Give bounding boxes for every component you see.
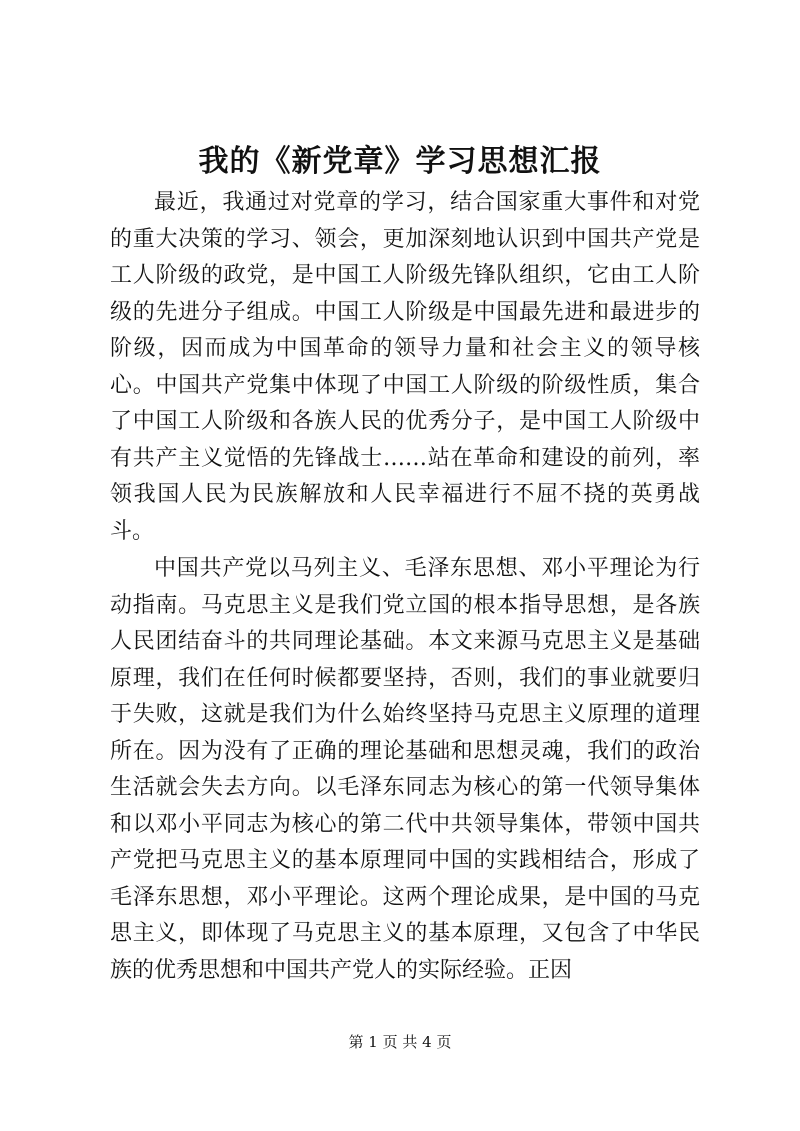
page-footer: 第 1 页 共 4 页 [348,1033,452,1051]
paragraph-1: 最近，我通过对党章的学习，结合国家重大事件和对党的重大决策的学习、领会，更加深刻地认识到中国共产党是工人阶级的政党，是中国工人阶级先锋队组织，它由工人阶级的先进分子组成。中国工人阶级是中国最先进和最进步的阶级，因而成为中国革命的领导力量和社会主义的领导核心。中国共产党集中体现了中国工人阶级的阶级性质，集合了中国工人阶级和各族人民的优秀分子，是中国工人阶级中有共产主义觉悟的先锋战士……站在革命和建设的前列，率领我国人民为民族解放和人民幸福进行不屈不挠的英勇战斗。 [110,190,700,544]
document-title: 我的《新党章》学习思想汇报 [198,144,602,179]
paragraph-2: 中国共产党以马列主义、毛泽东思想、邓小平理论为行动指南。马克思主义是我们党立国的根本指导思想，是各族人民团结奋斗的共同理论基础。本文来源马克思主义是基础原理，我们在任何时候都要坚持，否则，我们的事业就要归于失败，这就是我们为什么始终坚持马克思主义原理的道理所在。因为没有了正确的理论基础和思想灵魂，我们的政治生活就会失去方向。以毛泽东同志为核心的第一代领导集体和以邓小平同志为核心的第二代中共领导集体，带领中国共产党把马克思主义的基本原理同中国的实践相结合，形成了毛泽东思想，邓小平理论。这两个理论成果，是中国的马克思主义，即体现了马克思主义的基本原理，又包含了中华民族的优秀思想和中国共产党人的实际经验。正因 [110,556,700,983]
